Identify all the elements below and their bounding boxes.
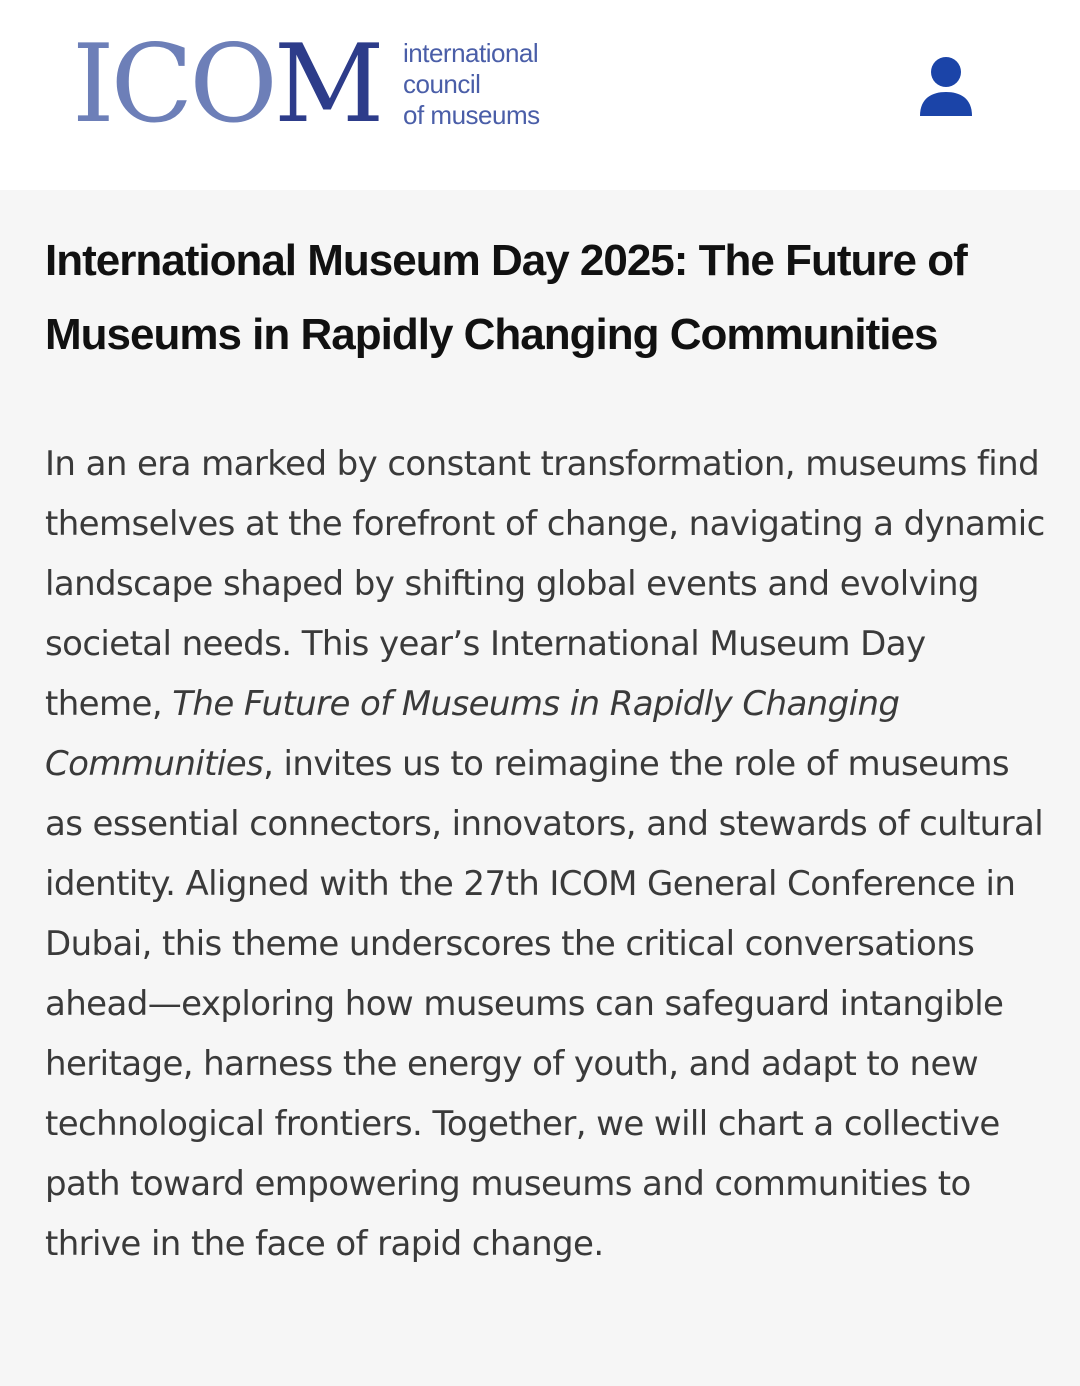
- logo-subtitle-line: of museums: [403, 100, 540, 130]
- logo-wordmark: [72, 22, 381, 147]
- article-body-intro: In an era marked by constant transformation, museums find themselves at the forefront of change, navigating a dynamic landscape shaped by shifting global events and evolving societal needs. This year’s International Museum Day theme,: [45, 444, 1045, 724]
- icom-logo[interactable]: [72, 22, 552, 147]
- logo-subtitle-line: council: [403, 69, 481, 99]
- logo-wordmark-ico: ICO: [72, 22, 274, 147]
- logo-subtitle-line: international: [403, 38, 539, 68]
- article-container: [0, 190, 1080, 1386]
- user-icon[interactable]: [918, 56, 974, 118]
- logo-subtitle: [403, 38, 540, 131]
- article-body: [45, 434, 1045, 1274]
- logo-wordmark-m: M: [273, 22, 381, 147]
- site-header: [0, 0, 1080, 190]
- article-body-theme: The Future of Museums in Rapidly Changing Communities: [45, 684, 900, 784]
- article-body-rest: , invites us to reimagine the role of museums as essential connectors, innovators, and stewards of cultural identity. Aligned with the 27th ICOM General Conference in Dubai, this theme underscores the critical conversations ahead—exploring how museums can safeguard intangible heritage, harness the energy of youth, and adapt to new technological frontiers. Together, we will chart a collective path toward empowering museums and communities to thrive in the face of rapid change.: [45, 744, 1044, 1264]
- article-title: International Museum Day 2025: The Future of Museums in Rapidly Changing Communities: [45, 236, 967, 359]
